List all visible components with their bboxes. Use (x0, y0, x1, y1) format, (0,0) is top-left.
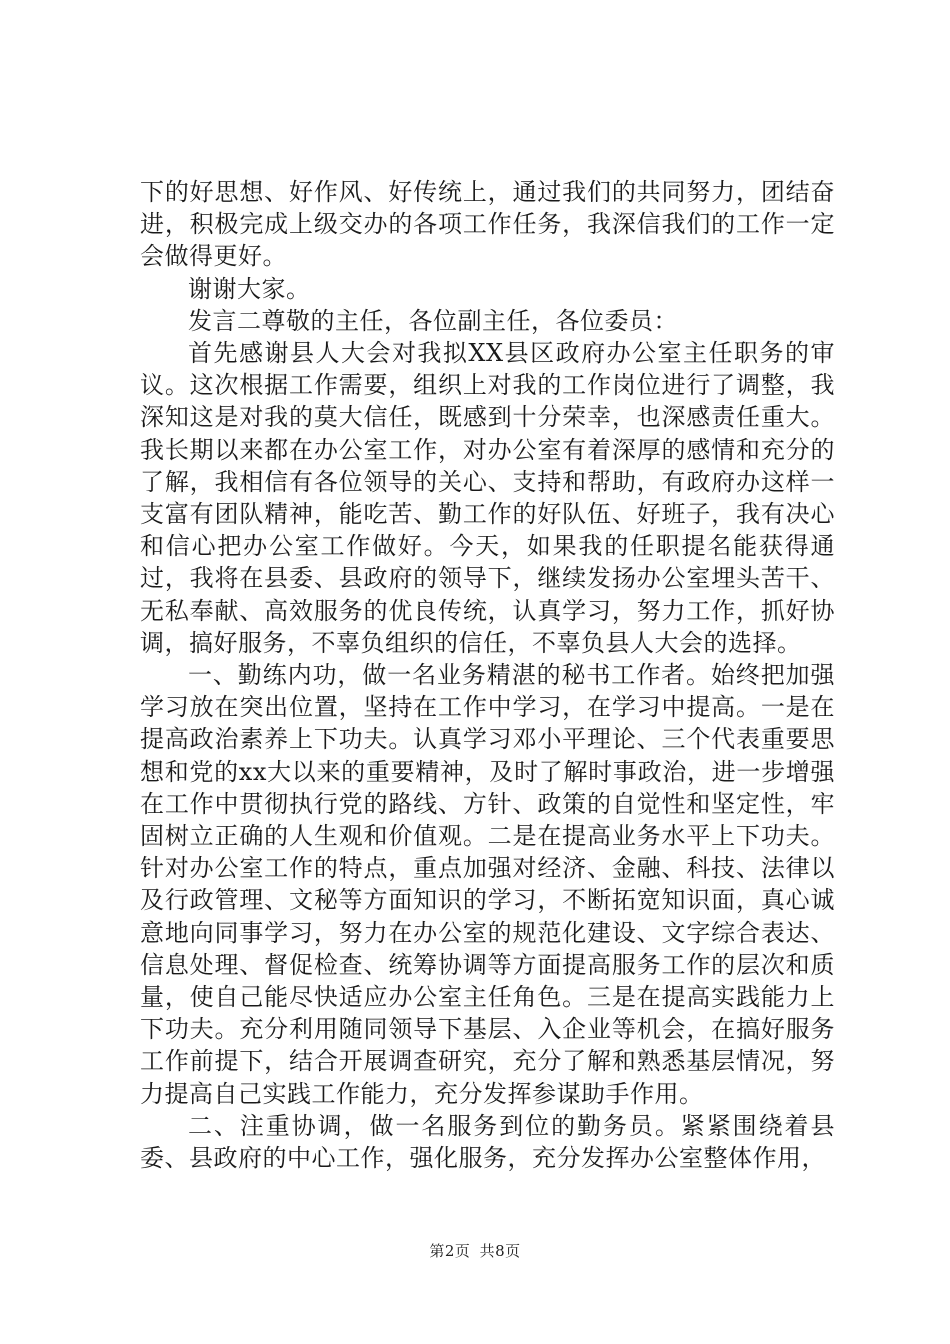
paragraph-continuation: 下的好思想、好作风、好传统上，通过我们的共同努力，团结奋进，积极完成上级交办的各项工作任务，我深信我们的工作一定会做得更好。 (140, 178, 835, 271)
paragraph-thanks: 谢谢大家。 (188, 274, 311, 303)
page-number: 第2页 (429, 1242, 471, 1260)
paragraph-point-two: 二、注重协调，做一名服务到位的勤务员。紧紧围绕着县委、县政府的中心工作，强化服务，充分发挥办公室整体作用， (140, 1111, 835, 1173)
page-footer (0, 1240, 950, 1261)
paragraph-speech-two-salutation: 发言二尊敬的主任，各位副主任，各位委员： (188, 306, 678, 335)
document-body (140, 176, 835, 1174)
paragraph-point-one: 一、勤练内功，做一名业务精湛的秘书工作者。始终把加强学习放在突出位置，坚持在工作中学习，在学习中提高。一是在提高政治素养上下功夫。认真学习邓小平理论、三个代表重要思想和党的xx大以来的重要精神，及时了解时事政治，进一步增强在工作中贯彻执行党的路线、方针、政策的自觉性和坚定性，牢固树立正确的人生观和价值观。二是在提高业务水平上下功夫。针对办公室工作的特点，重点加强对经济、金融、科技、法律以及行政管理、文秘等方面知识的学习，不断拓宽知识面，真心诚意地向同事学习，努力在办公室的规范化建设、文字综合表达、信息处理、督促检查、统筹协调等方面提高服务工作的层次和质量，使自己能尽快适应办公室主任角色。三是在提高实践能力上下功夫。充分利用随同领导下基层、入企业等机会，在搞好服务工作前提下，结合开展调查研究，充分了解和熟悉基层情况，努力提高自己实践工作能力，充分发挥参谋助手作用。 (140, 661, 835, 1108)
paragraph-introduction: 首先感谢县人大会对我拟XX县区政府办公室主任职务的审议。这次根据工作需要，组织上对我的工作岗位进行了调整，我深知这是对我的莫大信任，既感到十分荣幸，也深感责任重大。我长期以来都在办公室工作，对办公室有着深厚的感情和充分的了解，我相信有各位领导的关心、支持和帮助，有政府办这样一支富有团队精神，能吃苦、勤工作的好队伍、好班子，我有决心和信心把办公室工作做好。今天，如果我的任职提名能获得通过，我将在县委、县政府的领导下，继续发扬办公室埋头苦干、无私奉献、高效服务的优良传统，认真学习，努力工作，抓好协调，搞好服务，不辜负组织的信任，不辜负县人大会的选择。 (140, 339, 835, 657)
page-total: 共8页 (479, 1242, 521, 1260)
